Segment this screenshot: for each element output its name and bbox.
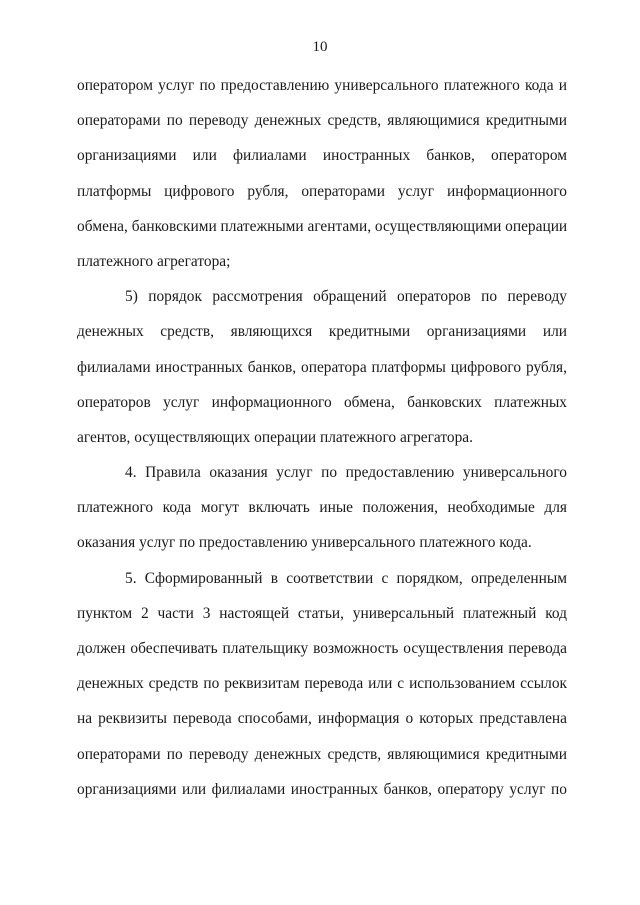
text-line: на реквизиты перевода способами, информация о которых представлена	[77, 710, 567, 728]
text-line: должен обеспечивать плательщику возможность осуществления перевода	[77, 640, 567, 657]
page-number: 10	[312, 39, 328, 55]
text-line: денежных средств по реквизитам перевода или с использованием ссылок	[77, 675, 567, 693]
text-line: организациями или филиалами иностранных банков, оператором	[77, 147, 567, 165]
document-body	[77, 68, 567, 807]
text-line: платформы цифрового рубля, операторами услуг информационного	[77, 182, 567, 200]
text-line: денежных средств, являющихся кредитными организациями или	[77, 323, 567, 341]
text-line: 5) порядок рассмотрения обращений операторов по переводу	[125, 288, 567, 306]
text-line: операторами по переводу денежных средств, являющимися кредитными	[77, 112, 567, 130]
text-line: пунктом 2 части 3 настоящей статьи, универсальный платежный код	[77, 604, 567, 622]
text-line: операторами по переводу денежных средств, являющимися кредитными	[77, 745, 567, 763]
text-line: операторов услуг информационного обмена, банковских платежных	[77, 393, 567, 411]
text-line: 4. Правила оказания услуг по предоставлению универсального	[125, 464, 567, 482]
text-line: агентов, осуществляющих операции платежного агрегатора.	[77, 428, 473, 446]
text-line: обмена, банковскими платежными агентами, осуществляющими операции	[77, 217, 568, 235]
text-line: 5. Сформированный в соответствии с порядком, определенным	[125, 569, 567, 587]
text-line: организациями или филиалами иностранных банков, оператору услуг по	[77, 780, 567, 798]
text-line: оператором услуг по предоставлению универсального платежного кода и	[77, 77, 567, 94]
text-line: платежного агрегатора;	[77, 252, 231, 270]
text-line: платежного кода могут включать иные положения, необходимые для	[77, 499, 567, 517]
text-line: оказания услуг по предоставлению универсального платежного кода.	[77, 534, 532, 552]
text-line: филиалами иностранных банков, оператора платформы цифрового рубля,	[77, 358, 567, 376]
